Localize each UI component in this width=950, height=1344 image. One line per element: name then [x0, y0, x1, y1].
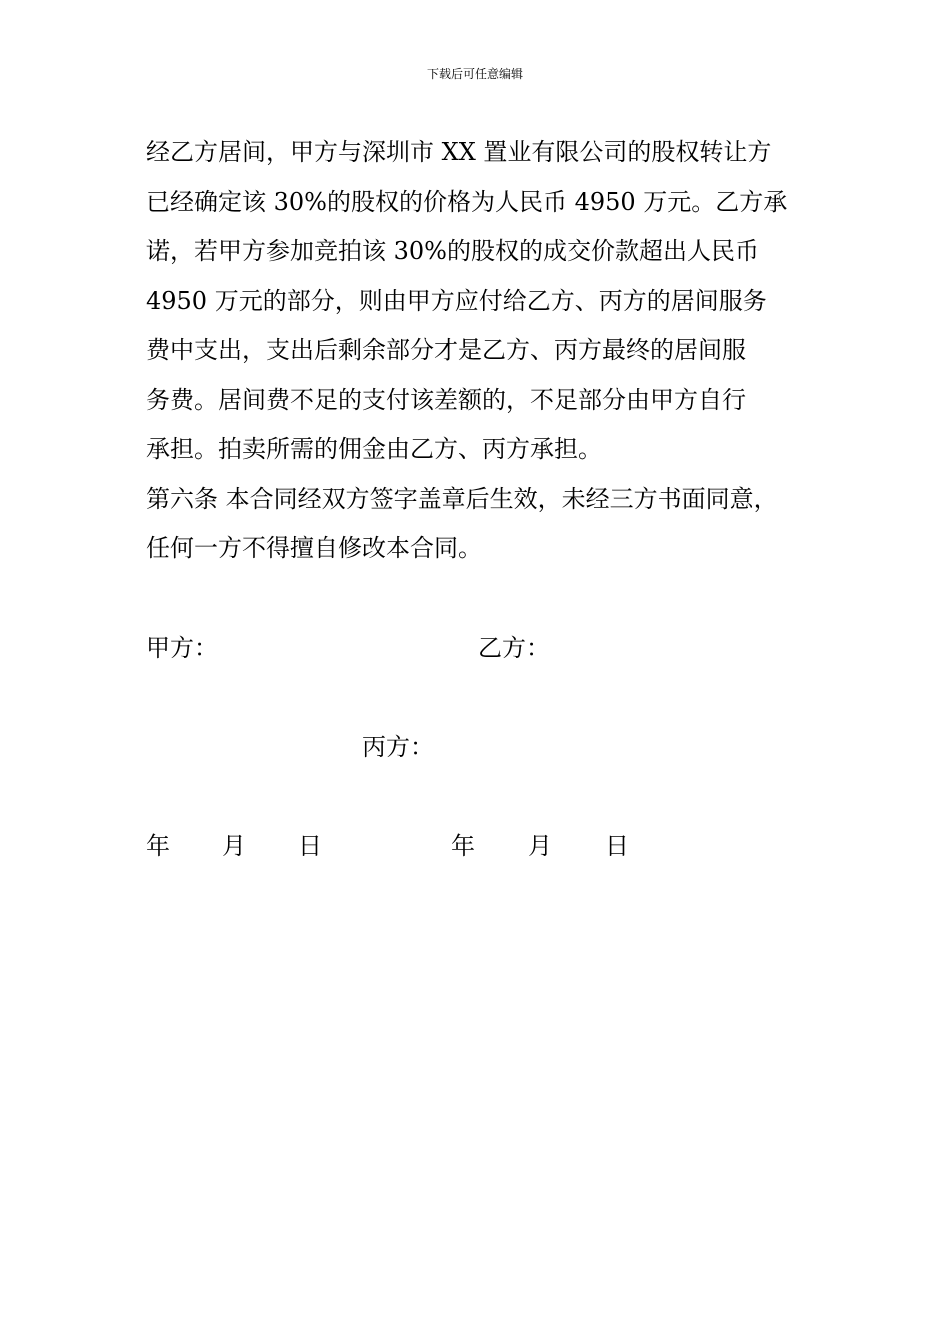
body-line: 诺，若甲方参加竞拍该 30%的股权的成交价款超出人民币: [146, 237, 759, 265]
body-line: 承担。拍卖所需的佣金由乙方、丙方承担。: [146, 435, 602, 463]
date-day-label: 日: [298, 832, 322, 860]
body-line: 经乙方居间，甲方与深圳市 XX 置业有限公司的股权转让方: [146, 138, 772, 166]
date-month-label: 月: [222, 832, 246, 860]
party-a-label: 甲方：: [146, 634, 218, 662]
party-b-label: 乙方：: [478, 634, 550, 662]
body-line: 费中支出，支出后剩余部分才是乙方、丙方最终的居间服: [146, 336, 746, 364]
body-line: 务费。居间费不足的支付该差额的，不足部分由甲方自行: [146, 385, 746, 414]
body-line: 任何一方不得擅自修改本合同。: [146, 534, 482, 562]
date-year-label: 年: [146, 832, 170, 860]
party-c-label: 丙方：: [362, 733, 434, 761]
header-note: 下载后可任意编辑: [426, 67, 523, 81]
date-day-label: 日: [605, 832, 629, 860]
body-line: 4950 万元的部分，则由甲方应付给乙方、丙方的居间服务: [146, 286, 767, 315]
article-six-line: 第六条 本合同经双方签字盖章后生效，未经三方书面同意，: [146, 484, 778, 513]
date-month-label: 月: [528, 832, 552, 860]
body-line: 已经确定该 30%的股权的价格为人民币 4950 万元。乙方承: [146, 187, 788, 216]
date-year-label: 年: [451, 832, 475, 860]
contract-body: [146, 128, 836, 574]
